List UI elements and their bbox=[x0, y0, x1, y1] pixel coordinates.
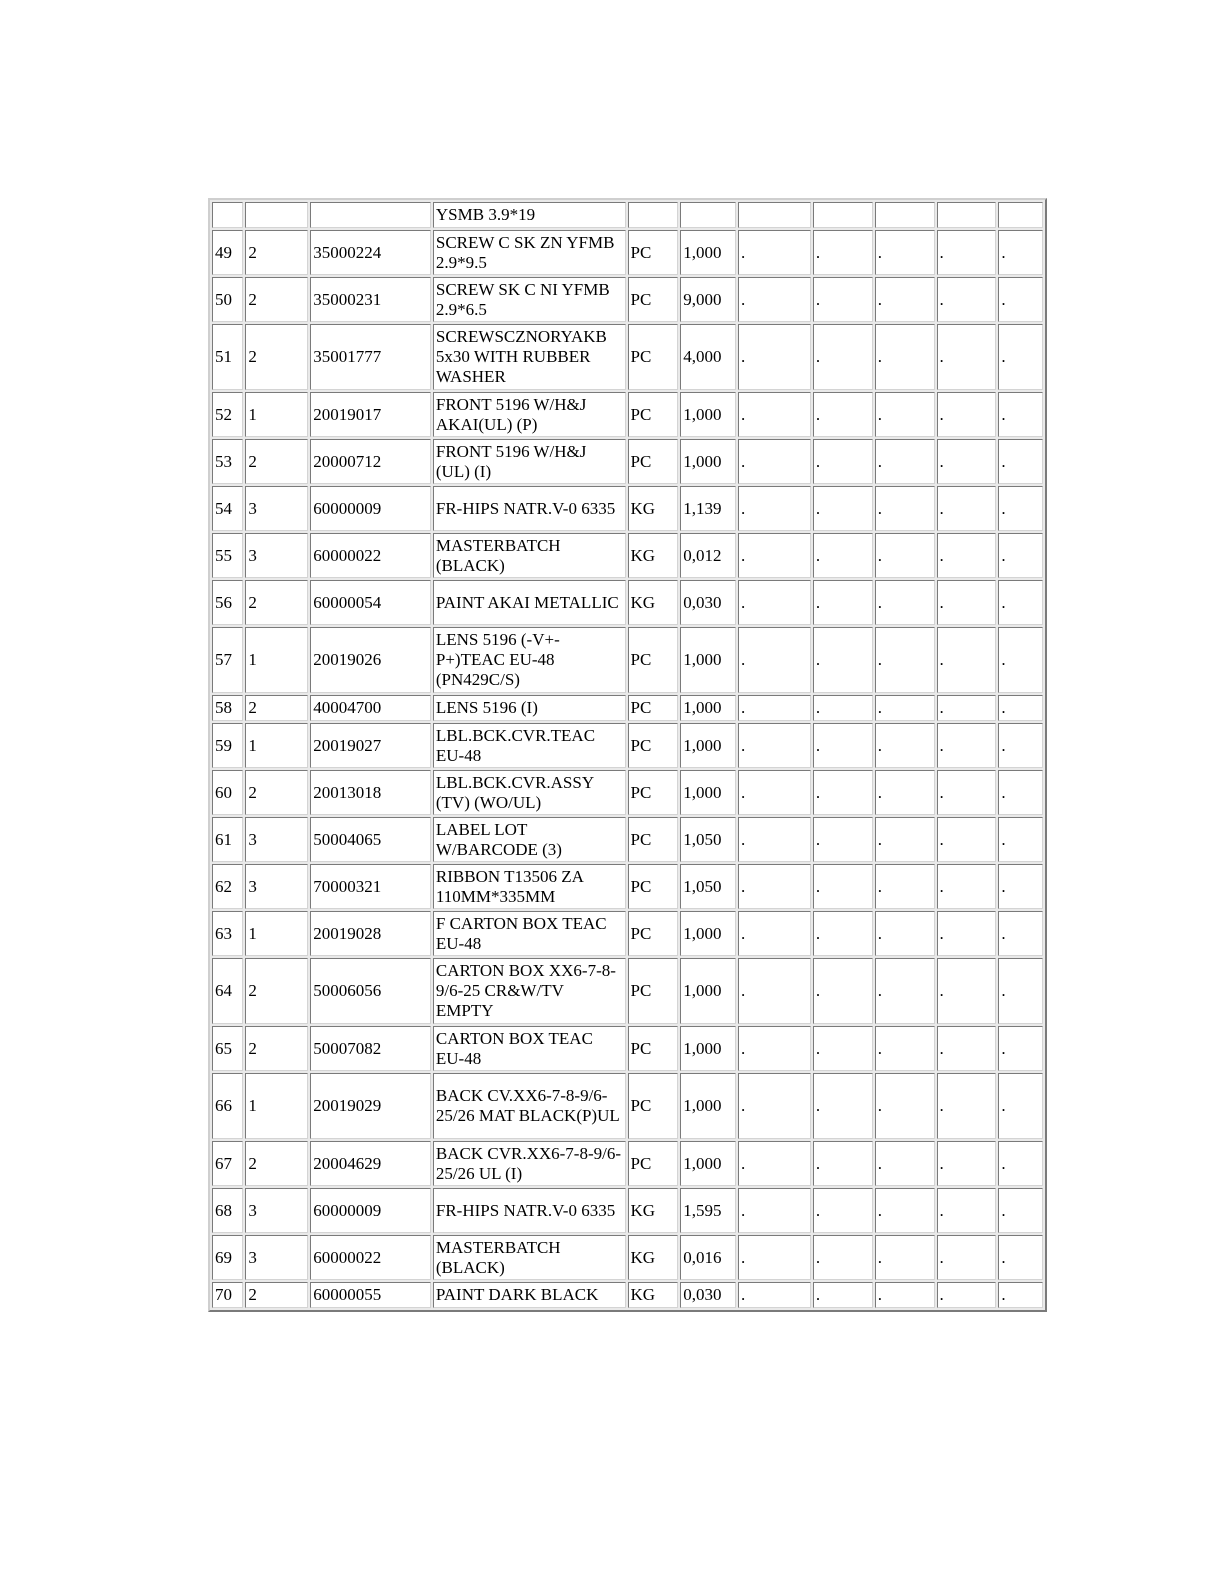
extra-cell-3: . bbox=[875, 439, 935, 484]
unit-cell: PC bbox=[628, 723, 679, 768]
row-number-cell: 60 bbox=[212, 770, 243, 815]
level-cell: 3 bbox=[245, 1188, 308, 1233]
description-cell: PAINT AKAI METALLIC bbox=[433, 580, 626, 625]
table-row bbox=[212, 1073, 1043, 1139]
parts-table-body bbox=[212, 202, 1043, 1308]
part-code-cell: 50006056 bbox=[310, 958, 431, 1024]
part-code-cell: 60000009 bbox=[310, 486, 431, 531]
extra-cell-1: . bbox=[738, 1141, 811, 1186]
table-row bbox=[212, 439, 1043, 484]
table-row bbox=[212, 230, 1043, 275]
row-number-cell: 52 bbox=[212, 392, 243, 437]
extra-cell-5: . bbox=[998, 277, 1043, 322]
extra-cell-2: . bbox=[813, 230, 873, 275]
quantity-cell: 1,000 bbox=[680, 1073, 736, 1139]
table-row bbox=[212, 1235, 1043, 1280]
extra-cell-1: . bbox=[738, 533, 811, 578]
table-row bbox=[212, 864, 1043, 909]
extra-cell-3: . bbox=[875, 277, 935, 322]
extra-cell-2: . bbox=[813, 958, 873, 1024]
description-cell: PAINT DARK BLACK bbox=[433, 1282, 626, 1308]
part-code-cell: 20019026 bbox=[310, 627, 431, 693]
extra-cell-2: . bbox=[813, 486, 873, 531]
table-row bbox=[212, 1282, 1043, 1308]
extra-cell-3: . bbox=[875, 1026, 935, 1071]
unit-cell: KG bbox=[628, 580, 679, 625]
extra-cell-4: . bbox=[937, 864, 997, 909]
extra-cell-2: . bbox=[813, 277, 873, 322]
description-cell: FR-HIPS NATR.V-0 6335 bbox=[433, 486, 626, 531]
extra-cell-5: . bbox=[998, 1188, 1043, 1233]
extra-cell-2: . bbox=[813, 1188, 873, 1233]
table-row bbox=[212, 817, 1043, 862]
level-cell: 2 bbox=[245, 324, 308, 390]
description-cell: SCREWSCZNORYAKB 5x30 WITH RUBBER WASHER bbox=[433, 324, 626, 390]
part-code-cell: 35001777 bbox=[310, 324, 431, 390]
extra-cell-5: . bbox=[998, 864, 1043, 909]
level-cell: 1 bbox=[245, 1073, 308, 1139]
extra-cell-3: . bbox=[875, 1073, 935, 1139]
part-code-cell: 50007082 bbox=[310, 1026, 431, 1071]
extra-cell-2: . bbox=[813, 1141, 873, 1186]
row-number-cell bbox=[212, 202, 243, 228]
extra-cell-1: . bbox=[738, 958, 811, 1024]
extra-cell-1: . bbox=[738, 627, 811, 693]
unit-cell: KG bbox=[628, 1282, 679, 1308]
extra-cell-4: . bbox=[937, 439, 997, 484]
unit-cell: PC bbox=[628, 1026, 679, 1071]
level-cell: 3 bbox=[245, 1235, 308, 1280]
row-number-cell: 61 bbox=[212, 817, 243, 862]
extra-cell-1: . bbox=[738, 911, 811, 956]
extra-cell-2 bbox=[813, 202, 873, 228]
unit-cell: PC bbox=[628, 230, 679, 275]
extra-cell-3: . bbox=[875, 1188, 935, 1233]
level-cell: 1 bbox=[245, 723, 308, 768]
row-number-cell: 63 bbox=[212, 911, 243, 956]
row-number-cell: 68 bbox=[212, 1188, 243, 1233]
extra-cell-2: . bbox=[813, 439, 873, 484]
extra-cell-5: . bbox=[998, 1235, 1043, 1280]
part-code-cell: 20019017 bbox=[310, 392, 431, 437]
extra-cell-5 bbox=[998, 202, 1043, 228]
quantity-cell: 1,000 bbox=[680, 627, 736, 693]
unit-cell: PC bbox=[628, 958, 679, 1024]
part-code-cell: 50004065 bbox=[310, 817, 431, 862]
extra-cell-4: . bbox=[937, 1282, 997, 1308]
level-cell: 2 bbox=[245, 770, 308, 815]
quantity-cell: 4,000 bbox=[680, 324, 736, 390]
level-cell: 3 bbox=[245, 486, 308, 531]
row-number-cell: 66 bbox=[212, 1073, 243, 1139]
unit-cell: PC bbox=[628, 627, 679, 693]
quantity-cell: 1,000 bbox=[680, 439, 736, 484]
extra-cell-4: . bbox=[937, 486, 997, 531]
row-number-cell: 55 bbox=[212, 533, 243, 578]
table-row bbox=[212, 695, 1043, 721]
extra-cell-2: . bbox=[813, 1026, 873, 1071]
table-row bbox=[212, 392, 1043, 437]
row-number-cell: 64 bbox=[212, 958, 243, 1024]
extra-cell-4: . bbox=[937, 1235, 997, 1280]
description-cell: FR-HIPS NATR.V-0 6335 bbox=[433, 1188, 626, 1233]
level-cell: 2 bbox=[245, 580, 308, 625]
quantity-cell: 0,030 bbox=[680, 580, 736, 625]
unit-cell: PC bbox=[628, 324, 679, 390]
quantity-cell: 1,000 bbox=[680, 230, 736, 275]
quantity-cell: 0,030 bbox=[680, 1282, 736, 1308]
extra-cell-1: . bbox=[738, 770, 811, 815]
extra-cell-4: . bbox=[937, 1026, 997, 1071]
part-code-cell: 35000231 bbox=[310, 277, 431, 322]
row-number-cell: 70 bbox=[212, 1282, 243, 1308]
extra-cell-3: . bbox=[875, 723, 935, 768]
extra-cell-4: . bbox=[937, 911, 997, 956]
part-code-cell bbox=[310, 202, 431, 228]
extra-cell-3: . bbox=[875, 958, 935, 1024]
extra-cell-3: . bbox=[875, 1282, 935, 1308]
unit-cell: PC bbox=[628, 864, 679, 909]
unit-cell: PC bbox=[628, 817, 679, 862]
extra-cell-5: . bbox=[998, 817, 1043, 862]
extra-cell-4: . bbox=[937, 580, 997, 625]
description-cell: YSMB 3.9*19 bbox=[433, 202, 626, 228]
extra-cell-2: . bbox=[813, 1235, 873, 1280]
extra-cell-1: . bbox=[738, 723, 811, 768]
extra-cell-2: . bbox=[813, 911, 873, 956]
quantity-cell: 1,595 bbox=[680, 1188, 736, 1233]
table-row bbox=[212, 911, 1043, 956]
description-cell: LBL.BCK.CVR.TEAC EU-48 bbox=[433, 723, 626, 768]
extra-cell-3: . bbox=[875, 864, 935, 909]
extra-cell-3: . bbox=[875, 324, 935, 390]
extra-cell-2: . bbox=[813, 723, 873, 768]
extra-cell-5: . bbox=[998, 392, 1043, 437]
extra-cell-5: . bbox=[998, 770, 1043, 815]
extra-cell-4: . bbox=[937, 723, 997, 768]
level-cell: 3 bbox=[245, 817, 308, 862]
quantity-cell: 1,000 bbox=[680, 392, 736, 437]
extra-cell-3: . bbox=[875, 770, 935, 815]
row-number-cell: 50 bbox=[212, 277, 243, 322]
extra-cell-2: . bbox=[813, 533, 873, 578]
extra-cell-4 bbox=[937, 202, 997, 228]
extra-cell-4: . bbox=[937, 1073, 997, 1139]
extra-cell-1: . bbox=[738, 277, 811, 322]
extra-cell-4: . bbox=[937, 958, 997, 1024]
level-cell: 2 bbox=[245, 1026, 308, 1071]
extra-cell-4: . bbox=[937, 324, 997, 390]
table-row bbox=[212, 770, 1043, 815]
unit-cell: KG bbox=[628, 486, 679, 531]
extra-cell-3: . bbox=[875, 392, 935, 437]
description-cell: BACK CVR.XX6-7-8-9/6-25/26 UL (I) bbox=[433, 1141, 626, 1186]
part-code-cell: 35000224 bbox=[310, 230, 431, 275]
extra-cell-3: . bbox=[875, 230, 935, 275]
unit-cell: KG bbox=[628, 533, 679, 578]
extra-cell-1: . bbox=[738, 1026, 811, 1071]
extra-cell-2: . bbox=[813, 324, 873, 390]
row-number-cell: 54 bbox=[212, 486, 243, 531]
extra-cell-5: . bbox=[998, 911, 1043, 956]
quantity-cell: 1,000 bbox=[680, 695, 736, 721]
parts-table bbox=[208, 198, 1047, 1312]
extra-cell-3: . bbox=[875, 1235, 935, 1280]
extra-cell-5: . bbox=[998, 230, 1043, 275]
level-cell: 2 bbox=[245, 277, 308, 322]
quantity-cell: 1,139 bbox=[680, 486, 736, 531]
row-number-cell: 65 bbox=[212, 1026, 243, 1071]
extra-cell-2: . bbox=[813, 864, 873, 909]
row-number-cell: 56 bbox=[212, 580, 243, 625]
extra-cell-5: . bbox=[998, 324, 1043, 390]
description-cell: LENS 5196 (I) bbox=[433, 695, 626, 721]
extra-cell-4: . bbox=[937, 277, 997, 322]
extra-cell-4: . bbox=[937, 817, 997, 862]
description-cell: F CARTON BOX TEAC EU-48 bbox=[433, 911, 626, 956]
quantity-cell: 0,016 bbox=[680, 1235, 736, 1280]
row-number-cell: 59 bbox=[212, 723, 243, 768]
extra-cell-5: . bbox=[998, 958, 1043, 1024]
extra-cell-2: . bbox=[813, 770, 873, 815]
part-code-cell: 70000321 bbox=[310, 864, 431, 909]
description-cell: LBL.BCK.CVR.ASSY (TV) (WO/UL) bbox=[433, 770, 626, 815]
extra-cell-4: . bbox=[937, 392, 997, 437]
extra-cell-5: . bbox=[998, 1073, 1043, 1139]
extra-cell-1: . bbox=[738, 439, 811, 484]
part-code-cell: 20019027 bbox=[310, 723, 431, 768]
quantity-cell bbox=[680, 202, 736, 228]
level-cell: 2 bbox=[245, 1141, 308, 1186]
extra-cell-2: . bbox=[813, 580, 873, 625]
extra-cell-4: . bbox=[937, 770, 997, 815]
extra-cell-4: . bbox=[937, 695, 997, 721]
extra-cell-2: . bbox=[813, 817, 873, 862]
extra-cell-1: . bbox=[738, 1073, 811, 1139]
part-code-cell: 20000712 bbox=[310, 439, 431, 484]
extra-cell-4: . bbox=[937, 1141, 997, 1186]
extra-cell-3: . bbox=[875, 695, 935, 721]
level-cell: 1 bbox=[245, 911, 308, 956]
extra-cell-1 bbox=[738, 202, 811, 228]
level-cell: 2 bbox=[245, 695, 308, 721]
extra-cell-4: . bbox=[937, 627, 997, 693]
extra-cell-5: . bbox=[998, 439, 1043, 484]
description-cell: LENS 5196 (-V+-P+)TEAC EU-48 (PN429C/S) bbox=[433, 627, 626, 693]
level-cell: 2 bbox=[245, 230, 308, 275]
description-cell: MASTERBATCH (BLACK) bbox=[433, 533, 626, 578]
row-number-cell: 57 bbox=[212, 627, 243, 693]
unit-cell: PC bbox=[628, 770, 679, 815]
description-cell: FRONT 5196 W/H&J (UL) (I) bbox=[433, 439, 626, 484]
extra-cell-4: . bbox=[937, 1188, 997, 1233]
table-row bbox=[212, 533, 1043, 578]
unit-cell: PC bbox=[628, 695, 679, 721]
extra-cell-3: . bbox=[875, 1141, 935, 1186]
level-cell: 2 bbox=[245, 439, 308, 484]
table-row bbox=[212, 277, 1043, 322]
table-row bbox=[212, 580, 1043, 625]
extra-cell-5: . bbox=[998, 627, 1043, 693]
level-cell bbox=[245, 202, 308, 228]
extra-cell-1: . bbox=[738, 1282, 811, 1308]
quantity-cell: 1,000 bbox=[680, 770, 736, 815]
extra-cell-2: . bbox=[813, 1073, 873, 1139]
level-cell: 1 bbox=[245, 627, 308, 693]
extra-cell-2: . bbox=[813, 695, 873, 721]
extra-cell-3: . bbox=[875, 817, 935, 862]
extra-cell-5: . bbox=[998, 695, 1043, 721]
table-row bbox=[212, 202, 1043, 228]
extra-cell-5: . bbox=[998, 1026, 1043, 1071]
extra-cell-5: . bbox=[998, 533, 1043, 578]
row-number-cell: 51 bbox=[212, 324, 243, 390]
table-row bbox=[212, 1188, 1043, 1233]
unit-cell: PC bbox=[628, 1073, 679, 1139]
description-cell: SCREW C SK ZN YFMB 2.9*9.5 bbox=[433, 230, 626, 275]
unit-cell: PC bbox=[628, 439, 679, 484]
unit-cell: KG bbox=[628, 1188, 679, 1233]
table-row bbox=[212, 324, 1043, 390]
extra-cell-4: . bbox=[937, 230, 997, 275]
quantity-cell: 1,000 bbox=[680, 1026, 736, 1071]
part-code-cell: 60000022 bbox=[310, 533, 431, 578]
extra-cell-5: . bbox=[998, 1282, 1043, 1308]
row-number-cell: 53 bbox=[212, 439, 243, 484]
level-cell: 2 bbox=[245, 958, 308, 1024]
extra-cell-3: . bbox=[875, 486, 935, 531]
unit-cell: PC bbox=[628, 277, 679, 322]
quantity-cell: 1,000 bbox=[680, 723, 736, 768]
unit-cell: PC bbox=[628, 392, 679, 437]
extra-cell-5: . bbox=[998, 723, 1043, 768]
extra-cell-1: . bbox=[738, 695, 811, 721]
extra-cell-3: . bbox=[875, 580, 935, 625]
part-code-cell: 60000055 bbox=[310, 1282, 431, 1308]
extra-cell-3: . bbox=[875, 533, 935, 578]
part-code-cell: 20019029 bbox=[310, 1073, 431, 1139]
quantity-cell: 1,050 bbox=[680, 864, 736, 909]
quantity-cell: 1,000 bbox=[680, 911, 736, 956]
extra-cell-1: . bbox=[738, 817, 811, 862]
table-row bbox=[212, 1141, 1043, 1186]
extra-cell-1: . bbox=[738, 486, 811, 531]
quantity-cell: 1,000 bbox=[680, 958, 736, 1024]
description-cell: LABEL LOT W/BARCODE (3) bbox=[433, 817, 626, 862]
level-cell: 1 bbox=[245, 392, 308, 437]
unit-cell: KG bbox=[628, 1235, 679, 1280]
extra-cell-2: . bbox=[813, 1282, 873, 1308]
table-row bbox=[212, 1026, 1043, 1071]
part-code-cell: 60000022 bbox=[310, 1235, 431, 1280]
extra-cell-5: . bbox=[998, 1141, 1043, 1186]
extra-cell-1: . bbox=[738, 230, 811, 275]
description-cell: SCREW SK C NI YFMB 2.9*6.5 bbox=[433, 277, 626, 322]
extra-cell-2: . bbox=[813, 392, 873, 437]
table-row bbox=[212, 958, 1043, 1024]
quantity-cell: 9,000 bbox=[680, 277, 736, 322]
part-code-cell: 20004629 bbox=[310, 1141, 431, 1186]
table-row bbox=[212, 627, 1043, 693]
extra-cell-2: . bbox=[813, 627, 873, 693]
extra-cell-5: . bbox=[998, 486, 1043, 531]
description-cell: CARTON BOX TEAC EU-48 bbox=[433, 1026, 626, 1071]
level-cell: 2 bbox=[245, 1282, 308, 1308]
extra-cell-1: . bbox=[738, 392, 811, 437]
level-cell: 3 bbox=[245, 864, 308, 909]
quantity-cell: 1,000 bbox=[680, 1141, 736, 1186]
part-code-cell: 60000009 bbox=[310, 1188, 431, 1233]
description-cell: RIBBON T13506 ZA 110MM*335MM bbox=[433, 864, 626, 909]
row-number-cell: 67 bbox=[212, 1141, 243, 1186]
table-row bbox=[212, 486, 1043, 531]
part-code-cell: 20013018 bbox=[310, 770, 431, 815]
extra-cell-1: . bbox=[738, 580, 811, 625]
extra-cell-3: . bbox=[875, 627, 935, 693]
quantity-cell: 0,012 bbox=[680, 533, 736, 578]
description-cell: FRONT 5196 W/H&J AKAI(UL) (P) bbox=[433, 392, 626, 437]
part-code-cell: 60000054 bbox=[310, 580, 431, 625]
unit-cell bbox=[628, 202, 679, 228]
description-cell: MASTERBATCH (BLACK) bbox=[433, 1235, 626, 1280]
extra-cell-3: . bbox=[875, 911, 935, 956]
extra-cell-5: . bbox=[998, 580, 1043, 625]
row-number-cell: 49 bbox=[212, 230, 243, 275]
table-row bbox=[212, 723, 1043, 768]
row-number-cell: 69 bbox=[212, 1235, 243, 1280]
description-cell: BACK CV.XX6-7-8-9/6-25/26 MAT BLACK(P)UL bbox=[433, 1073, 626, 1139]
unit-cell: PC bbox=[628, 1141, 679, 1186]
extra-cell-1: . bbox=[738, 1235, 811, 1280]
extra-cell-1: . bbox=[738, 324, 811, 390]
extra-cell-3 bbox=[875, 202, 935, 228]
row-number-cell: 62 bbox=[212, 864, 243, 909]
extra-cell-4: . bbox=[937, 533, 997, 578]
quantity-cell: 1,050 bbox=[680, 817, 736, 862]
unit-cell: PC bbox=[628, 911, 679, 956]
level-cell: 3 bbox=[245, 533, 308, 578]
extra-cell-1: . bbox=[738, 1188, 811, 1233]
row-number-cell: 58 bbox=[212, 695, 243, 721]
description-cell: CARTON BOX XX6-7-8-9/6-25 CR&W/TV EMPTY bbox=[433, 958, 626, 1024]
extra-cell-1: . bbox=[738, 864, 811, 909]
part-code-cell: 20019028 bbox=[310, 911, 431, 956]
part-code-cell: 40004700 bbox=[310, 695, 431, 721]
